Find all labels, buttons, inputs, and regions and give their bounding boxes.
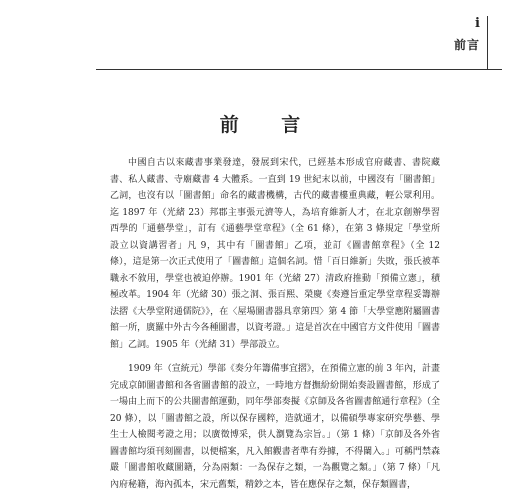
page-title: 前 言 <box>219 114 319 136</box>
header-rule <box>96 69 502 70</box>
paragraph: 1909 年（宣統元）學部《奏分年籌備事宜摺》，在預備立憲的前 3 年內，計畫完成京師圖書館和各省圖書館的設立，一時地方督撫紛紛開始奏設圖書館，形成了一場由上而下的公共圖書館運動，同年學部奏擬《京師及各省圖書館通行章程》（全 20 條），以「圖書館之設，所以保存國粹，造就通才，以備碩學專家研究學藝、學生士人檢閱考證之用；以廣徵博采，供人瀏覽為宗旨。」（第 1 條）「京師及各外省圖書館均須刊刻圖書，以便檔案，凡入館觀書者準有券據，不得闌入。」可稱門禁森嚴「圖書館收藏圖籍，分為兩類：一為保存之類，一為觀覽之類。」（第 7 條）「凡內府秘籍，海內孤本，宋元舊槧，精鈔之本，皆在應保存之類，保存類圖書， <box>110 364 440 490</box>
body-text <box>110 155 440 501</box>
paragraph: 中國自古以來藏書事業發達，發展到宋代，已經基本形成官府藏書、書院藏書、私人藏書、寺廟藏書 4 大體系。一直到 19 世紀末以前，中國沒有「圖書館」乙詞，也沒有以「圖書館」命名的藏書機構，古代的藏書樓重典藏，輕公眾利用。迄 1897 年（光緒 23）邦郡主事張元濟等人，為培育維新人才，在北京創辦學習西學的「通藝學堂」，訂有《通藝學堂章程》（全 61 條），在第 3 條規定「學堂所設立以資講習者」凡 9，其中有「圖書館」乙項，並訂《圖書館章程》（全 12 條），這是第一次正式使用了「圖書館」這個名詞。惜「百日維新」失敗，張氏被革職永不敘用，學堂也被迫停辦。1901 年（光緒 27）清政府推動「預備立憲」，積極改革。1904 年（光緒 30）張之洞、張百熙、榮慶《奏遵旨重定學堂章程妥籌辦法摺《大學堂附通儒院》》，在〈屋場圖書器具章第四〉第 4 節「大學堂應附屬圖書館一所，廣羅中外古今各種圖書，以資考證。」這是首次在中國官方文件使用「圖書館」乙詞。1905 年（光緒 31）學部設立。 <box>110 158 440 350</box>
running-title: 前言 <box>453 38 480 52</box>
running-header <box>96 16 502 70</box>
page-number: i <box>475 16 480 31</box>
header-vertical-rule <box>487 16 488 70</box>
